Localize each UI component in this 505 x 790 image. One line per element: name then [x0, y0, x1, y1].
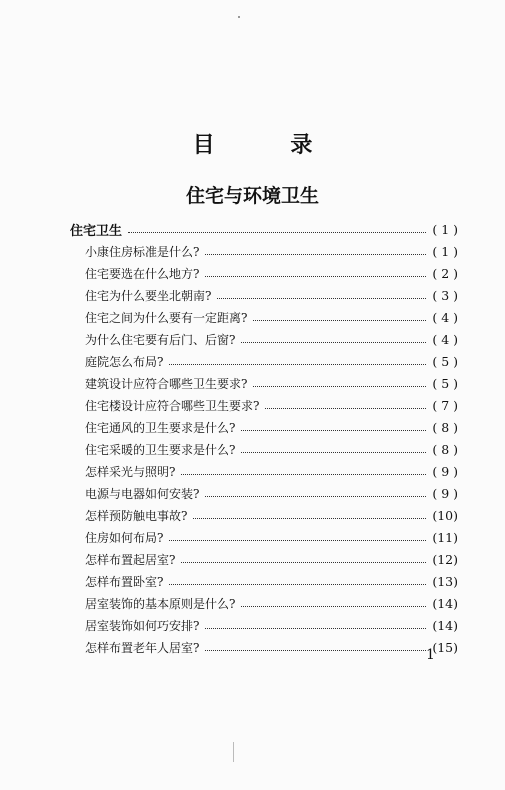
- toc-entry-label: 居室装饰如何巧安排?: [85, 618, 200, 633]
- toc-entry-page: ( 3 ): [432, 287, 458, 303]
- toc-entry[interactable]: [70, 439, 458, 459]
- toc-entry-label: 住宅要选在什么地方?: [85, 266, 200, 281]
- toc-leader-dots: [169, 540, 426, 541]
- toc-entry-page: ( 1 ): [432, 243, 458, 259]
- toc-entry-label: 住房如何布局?: [85, 530, 164, 545]
- toc-entry[interactable]: [70, 593, 458, 613]
- page-number: 1: [426, 647, 435, 663]
- toc-entry-page: (13): [432, 573, 458, 589]
- toc-entry[interactable]: [70, 505, 458, 525]
- toc-entry-label: 怎样预防触电事故?: [85, 508, 188, 523]
- toc-entry-label: 住宅通风的卫生要求是什么?: [85, 420, 236, 435]
- toc-entry-label: 为什么住宅要有后门、后窗?: [85, 332, 236, 347]
- toc-entry[interactable]: [70, 395, 458, 415]
- toc-entry-page: (11): [432, 529, 458, 545]
- toc-entry[interactable]: [70, 285, 458, 305]
- toc-entry[interactable]: [70, 483, 458, 503]
- toc-leader-dots: [241, 606, 426, 607]
- toc-entry-page: ( 8 ): [432, 441, 458, 457]
- toc-entry-page: (14): [432, 617, 458, 633]
- toc-entry[interactable]: [70, 329, 458, 349]
- toc-entry[interactable]: [70, 417, 458, 437]
- toc-entry-page: ( 4 ): [432, 309, 458, 325]
- scan-speck: [238, 16, 240, 18]
- page-title: 目 录: [192, 132, 347, 158]
- toc-entry-label: 怎样布置起居室?: [85, 552, 176, 567]
- toc-entry[interactable]: [70, 637, 458, 657]
- section-heading: 住宅与环境卫生: [185, 185, 319, 207]
- toc-leader-dots: [265, 408, 426, 409]
- toc-entry-page: ( 7 ): [432, 397, 458, 413]
- toc-entry-page: ( 9 ): [432, 463, 458, 479]
- toc-leader-dots: [205, 254, 426, 255]
- toc-entry-label: 住宅楼设计应符合哪些卫生要求?: [85, 398, 260, 413]
- toc-entry-page: ( 4 ): [432, 331, 458, 347]
- toc-entry[interactable]: [70, 373, 458, 393]
- toc-leader-dots: [253, 386, 426, 387]
- toc-entry-page: ( 8 ): [432, 419, 458, 435]
- toc-entry[interactable]: [70, 307, 458, 327]
- toc-entry-label: 住宅之间为什么要有一定距离?: [85, 310, 248, 325]
- toc-entry-page: (14): [432, 595, 458, 611]
- toc-leader-dots: [253, 320, 426, 321]
- scan-speck: [233, 742, 234, 762]
- toc-entry[interactable]: [70, 263, 458, 283]
- toc-leader-dots: [241, 430, 426, 431]
- toc-leader-dots: [205, 628, 426, 629]
- toc-leader-dots: [169, 364, 426, 365]
- toc-entry[interactable]: [70, 219, 458, 239]
- toc-leader-dots: [205, 276, 426, 277]
- toc-entry-label: 怎样布置卧室?: [85, 574, 164, 589]
- toc-entry-label: 建筑设计应符合哪些卫生要求?: [85, 376, 248, 391]
- toc-leader-dots: [241, 452, 426, 453]
- toc-entry-page: (10): [432, 507, 458, 523]
- toc-entry[interactable]: [70, 527, 458, 547]
- toc-leader-dots: [181, 474, 426, 475]
- toc-leader-dots: [193, 518, 426, 519]
- toc-entry-label: 小康住房标准是什么?: [85, 244, 200, 259]
- toc-leader-dots: [128, 232, 426, 233]
- toc-entry-label: 电源与电器如何安装?: [85, 486, 200, 501]
- toc-entry-label: 怎样采光与照明?: [85, 464, 176, 479]
- toc-entry[interactable]: [70, 241, 458, 261]
- toc-entry-page: ( 5 ): [432, 375, 458, 391]
- toc-entry-page: ( 5 ): [432, 353, 458, 369]
- toc-entry-page: (15): [432, 639, 458, 655]
- toc-entry-label: 住宅卫生: [70, 223, 123, 239]
- toc-entry-label: 庭院怎么布局?: [85, 354, 164, 369]
- toc-entry[interactable]: [70, 549, 458, 569]
- toc-entry-label: 住宅为什么要坐北朝南?: [85, 288, 212, 303]
- toc-entry[interactable]: [70, 615, 458, 635]
- toc-entry[interactable]: [70, 461, 458, 481]
- toc-entry[interactable]: [70, 351, 458, 371]
- toc-entry[interactable]: [70, 571, 458, 591]
- toc-leader-dots: [217, 298, 426, 299]
- toc-leader-dots: [241, 342, 426, 343]
- toc-entry-page: ( 9 ): [432, 485, 458, 501]
- toc-leader-dots: [169, 584, 426, 585]
- toc-entry-page: (12): [432, 551, 458, 567]
- toc-entry-page: ( 1 ): [432, 221, 458, 237]
- toc-leader-dots: [205, 496, 426, 497]
- toc-leader-dots: [205, 650, 426, 651]
- toc-entry-page: ( 2 ): [432, 265, 458, 281]
- toc-entry-label: 住宅采暖的卫生要求是什么?: [85, 442, 236, 457]
- toc-entry-label: 怎样布置老年人居室?: [85, 640, 200, 655]
- toc-leader-dots: [181, 562, 426, 563]
- toc-entry-label: 居室装饰的基本原则是什么?: [85, 596, 236, 611]
